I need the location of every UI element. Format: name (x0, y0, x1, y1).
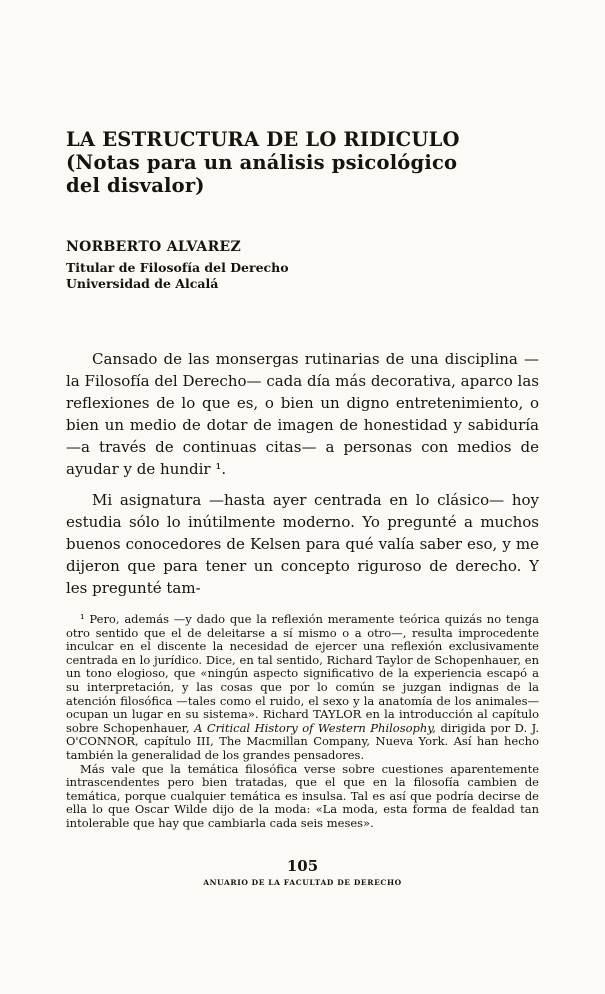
body-paragraph-2: Mi asignatura —hasta ayer centrada en lo clásico— hoy estudia sólo lo inútilmente moderno. Yo pregunté a muchos buenos conocedores de Kelsen para qué valía saber eso, y me dijeron que para tener un concepto riguroso de derecho. Y les pregunté tam- (66, 491, 539, 597)
article-body (66, 348, 539, 599)
author-block (66, 239, 539, 292)
page-number: 105 (286, 856, 319, 875)
author-affiliation-line-2: Universidad de Alcalá (66, 276, 219, 291)
journal-footer-caption: ANUARIO DE LA FACULTAD DE DERECHO (203, 877, 402, 887)
footnote-paragraph-1: ¹ Pero, además —y dado que la reflexión meramente teórica quizás no tenga otro sentido que el de deleitarse a sí mismo o a otro—, resulta improcedente inculcar en el discente la necesidad de ejercer una reflexión exclusivamente centrada en lo jurídico. Dice, en tal sentido, Richard Taylor de Schopenhauer, en un tono elogioso, que «ningún aspecto significativo de la experiencia escapó a su interpretación, y las cosas que por lo común se juzgan indignas de la atención filosófica —tales como el ruido, el sexo y la anatomía de los animales— ocupan un lugar en su sistema». Richard TAYLOR en la introducción al capítulo sobre Schopenhauer, A Critical History of Western Philosophy, dirigida por D. J. O'CONNOR, capítulo III, The Macmillan Company, Nueva York. Así han hecho también la generalidad de los grandes pensadores. (66, 612, 539, 762)
article-title (66, 128, 539, 197)
article-title-line-2: (Notas para un análisis psicológico (66, 151, 458, 174)
article-title-line-3: del disvalor) (66, 174, 205, 197)
author-affiliation-line-1: Titular de Filosofía del Derecho (66, 260, 289, 275)
article-title-line-1: LA ESTRUCTURA DE LO RIDICULO (66, 128, 460, 151)
footnote-paragraph-2: Más vale que la temática filosófica verse sobre cuestiones aparentemente intrascendentes pero bien tratadas, que el que en la filosofía cambien de temática, porque cualquier temática es insulsa. Tal es así que podría decirse de ella lo que Oscar Wilde dijo de la moda: «La moda, esta forma de fealdad tan intolerable que hay que cambiarla cada seis meses». (66, 761, 539, 830)
footnote-block (66, 613, 539, 831)
body-paragraph-1: Cansado de las monsergas rutinarias de una disciplina —la Filosofía del Derecho— cada día más decorativa, aparco las reflexiones de lo que es, o bien un digno entretenimiento, o bien un medio de dotar de imagen de honestidad y sabiduría —a través de continuas citas— a personas con medios de ayudar y de hundir ¹. (66, 350, 539, 478)
author-name: NORBERTO ALVAREZ (66, 239, 242, 255)
